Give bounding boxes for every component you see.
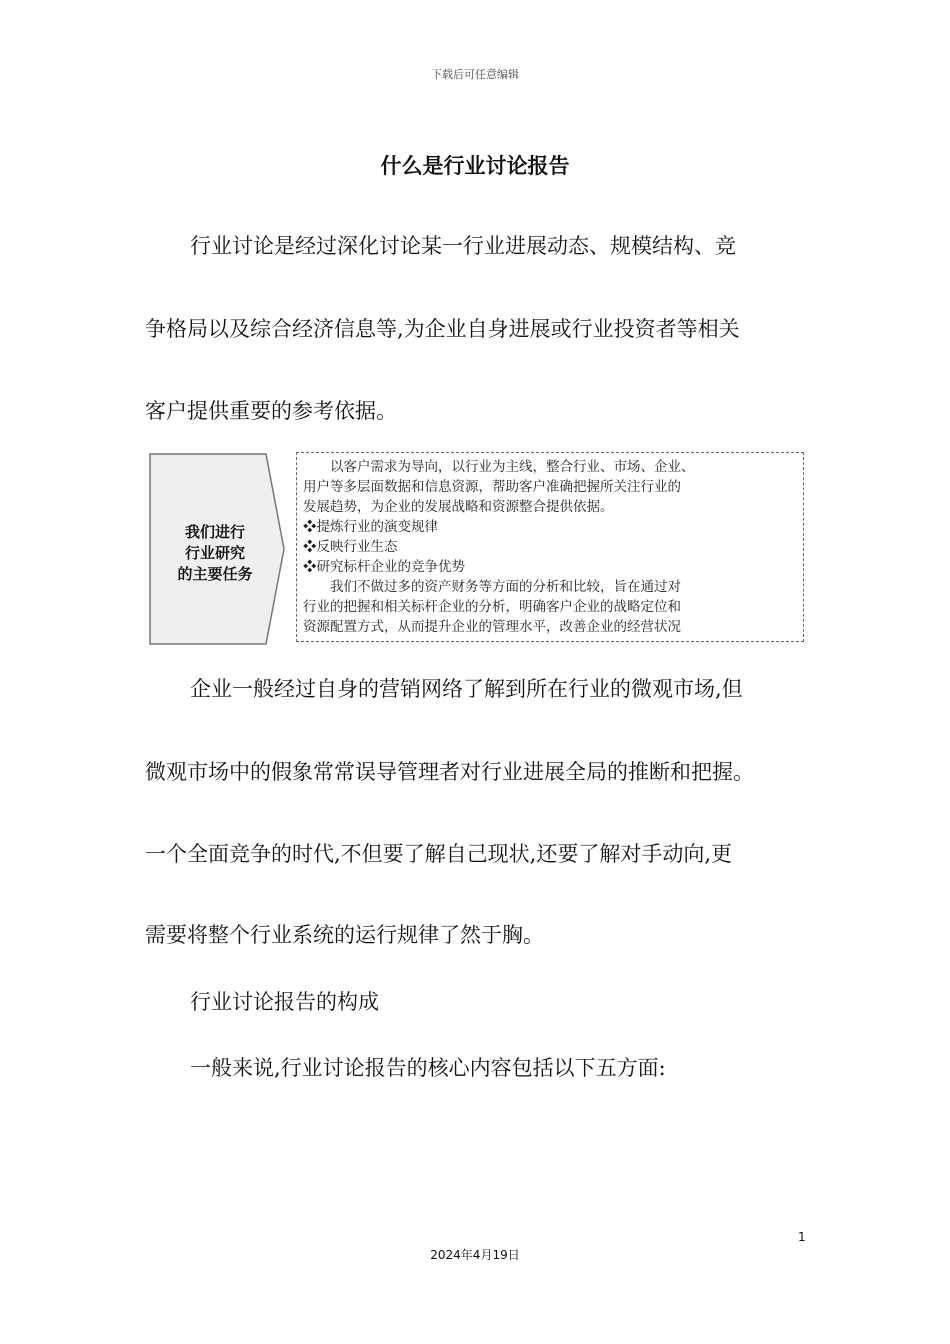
- intro-line-1: 行业讨论是经过深化讨论某一行业进展动态、规模结构、竞: [190, 234, 736, 258]
- intro-line-3: 客户提供重要的参考依据。: [145, 399, 397, 423]
- tasks-bullet-2: ❖反映行业生态: [303, 539, 398, 555]
- tasks-label-line-2: 行业研究: [184, 544, 245, 562]
- body-line-3: 一个全面竞争的时代,不但要了解自己现状,还要了解对手动向,更: [145, 842, 733, 866]
- page-number: 1: [798, 1230, 806, 1244]
- tasks-bullet-3: ❖研究标杆企业的竞争优势: [303, 559, 465, 575]
- page-title: 什么是行业讨论报告: [380, 154, 570, 178]
- tasks-label: [156, 522, 274, 585]
- tasks-figure: [148, 452, 808, 646]
- tasks-desc-line-2: 用户等多层面数据和信息资源，帮助客户准确把握所关注行业的: [303, 479, 681, 495]
- section-heading: 行业讨论报告的构成: [190, 990, 379, 1014]
- body-line-1: 企业一般经过自身的营销网络了解到所在行业的微观市场,但: [190, 677, 743, 701]
- footer-date: 2024年4月19日: [430, 1248, 520, 1262]
- intro-line-2: 争格局以及综合经济信息等,为企业自身进展或行业投资者等相关: [145, 317, 740, 341]
- tasks-desc-line-7: 我们不做过多的资产财务等方面的分析和比较，旨在通过对: [330, 579, 681, 595]
- body-line-2: 微观市场中的假象常常误导管理者对行业进展全局的推断和把握。: [145, 760, 754, 784]
- body-line-4: 需要将整个行业系统的运行规律了然于胸。: [145, 923, 544, 947]
- tasks-desc-line-9: 资源配置方式，从而提升企业的管理水平，改善企业的经营状况: [303, 619, 681, 635]
- section-intro: 一般来说,行业讨论报告的核心内容包括以下五方面:: [190, 1056, 666, 1080]
- tasks-label-line-1: 我们进行: [184, 523, 245, 541]
- tasks-desc-line-3: 发展趋势，为企业的发展战略和资源整合提供依据。: [303, 499, 614, 515]
- page-header: 下载后可任意编辑: [431, 68, 519, 81]
- tasks-description-box: [296, 452, 804, 642]
- tasks-label-line-3: 的主要任务: [177, 565, 253, 583]
- tasks-desc-line-1: 以客户需求为导向，以行业为主线，整合行业、市场、企业、: [330, 459, 695, 475]
- tasks-bullet-1: ❖提炼行业的演变规律: [303, 519, 438, 535]
- tasks-desc-line-8: 行业的把握和相关标杆企业的分析，明确客户企业的战略定位和: [303, 599, 681, 615]
